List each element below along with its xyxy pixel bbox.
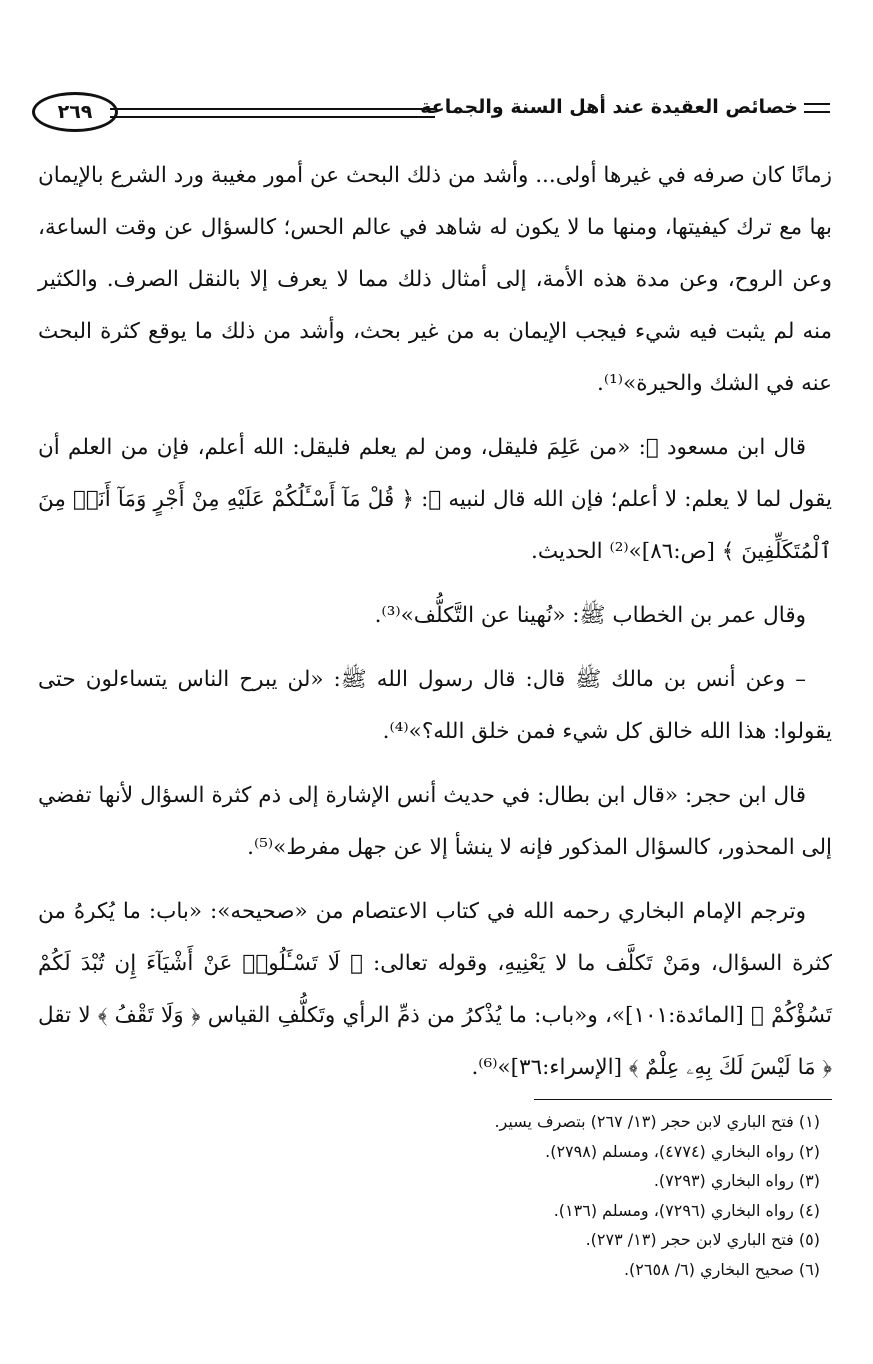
footnote-3: (٣) رواه البخاري (٧٢٩٣).	[653, 1171, 820, 1190]
footnote-4: (٤) رواه البخاري (٧٢٩٦)، ومسلم (١٣٦).	[553, 1200, 820, 1220]
paragraph-umar: وقال عمر بن الخطاب ﷺ: «نُهينا عن التَّكلُّف»⁽³⁾.	[374, 603, 806, 628]
paragraph-ibn-hajar: قال ابن حجر: «قال ابن بطال: في حديث أنس الإشارة إلى ذم كثرة السؤال لأنها تفضي إلى المحذور، كالسؤال المذكور فإنه لا ينشأ إلا عن جهل مفرط»⁽⁵⁾.	[38, 783, 832, 860]
page-number: ٢٦٩	[32, 92, 118, 132]
header-rule	[110, 108, 435, 118]
main-text	[38, 150, 832, 1106]
footnote-2: (٢) رواه البخاري (٤٧٧٤)، ومسلم (٢٧٩٨).	[545, 1141, 820, 1161]
page-header	[32, 92, 830, 136]
footnotes	[300, 1107, 820, 1284]
footnote-6: (٦) صحيح البخاري (٦/ ٢٦٥٨).	[623, 1259, 820, 1279]
running-title-text: خصائص العقيدة عند أهل السنة والجماعة	[420, 96, 798, 118]
paragraph-bukhari: وترجم الإمام البخاري رحمه الله في كتاب الاعتصام من «صحيحه»: «باب: ما يُكرهُ من كثرة السؤال، ومَنْ تَكلَّف ما لا يَعْنِيهِ، وقوله تعالى: ﴿ لَا تَسْـَٔلُوا۟ عَنْ أَشْيَآءَ إِن تُبْدَ لَكُمْ تَسُؤْكُمْ ﴾ [المائدة:١٠١]»، و«باب: ما يُذْكرُ من ذمِّ الرأي وتَكلُّفِ القياس ﴿ وَلَا تَقْفُ ﴾ لا تقل ﴿ مَا لَيْسَ لَكَ بِهِۦ عِلْمٌ ﴾ [الإسراء:٣٦]»⁽⁶⁾.	[38, 899, 832, 1080]
paragraph-continuation: زمانًا كان صرفه في غيرها أولى... وأشد من ذلك البحث عن أمور مغيبة ورد الشرع بالإيمان بها مع ترك كيفيتها، ومنها ما لا يكون له شاهد في عالم الحس؛ كالسؤال عن وقت الساعة، وعن الروح، وعن مدة هذه الأمة، إلى أمثال ذلك مما لا يعرف إلا بالنقل الصرف. والكثير منه لم يثبت فيه شيء فيجب الإيمان به من غير بحث، وأشد من ذلك ما يوقع كثرة البحث عنه في الشك والحيرة»⁽¹⁾.	[38, 163, 832, 396]
footnote-separator	[534, 1099, 832, 1100]
footnote-1: (١) فتح الباري لابن حجر (١٣/ ٢٦٧) بتصرف يسير.	[494, 1112, 820, 1131]
running-title	[420, 96, 830, 118]
paragraph-ibn-masud: قال ابن مسعود ﷺ: «من عَلِمَ فليقل، ومن لم يعلم فليقل: الله أعلم، فإن من العلم أن يقول لما لا يعلم: لا أعلم؛ فإن الله قال لنبيه ﷺ: ﴿ قُلْ مَآ أَسْـَٔلُكُمْ عَلَيْهِ مِنْ أَجْرٍ وَمَآ أَنَا۠ مِنَ ٱلْمُتَكَلِّفِينَ ﴾ [ص:٨٦]»⁽²⁾ الحديث.	[38, 435, 832, 564]
footnote-5: (٥) فتح الباري لابن حجر (١٣/ ٢٧٣).	[585, 1230, 820, 1249]
paragraph-anas-hadith: – وعن أنس بن مالك ﷺ قال: قال رسول الله ﷺ: «لن يبرح الناس يتساءلون حتى يقولوا: هذا الله خالق كل شيء فمن خلق الله؟»⁽⁴⁾.	[38, 667, 832, 744]
title-ornament	[804, 103, 830, 113]
